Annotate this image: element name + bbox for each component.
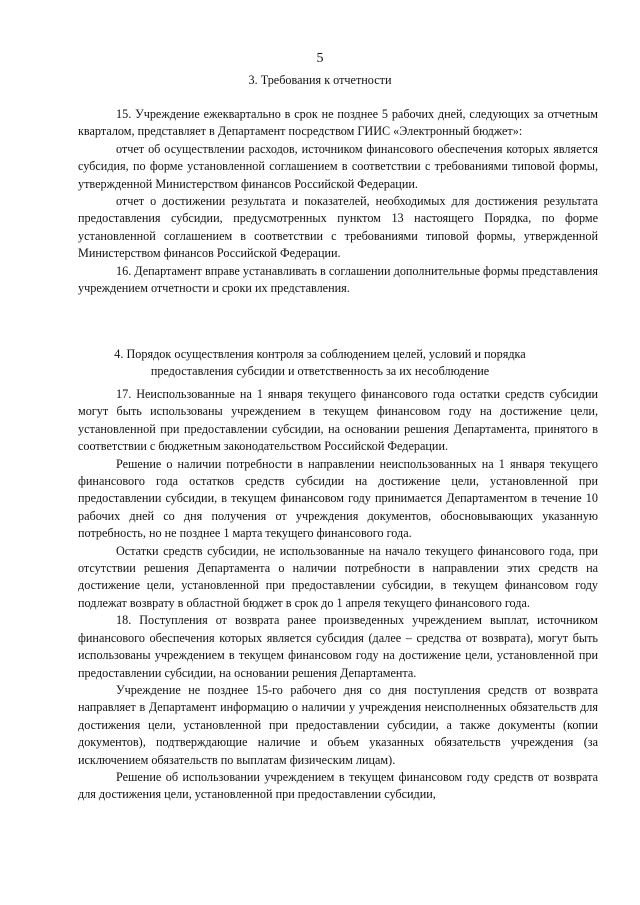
section-3-body: [78, 106, 598, 297]
section-4-title-line-1: 4. Порядок осуществления контроля за соблюдением целей, условий и порядка: [114, 347, 526, 361]
paragraph-17-remainders: Остатки средств субсидии, не использованные на начало текущего финансового года, при отсутствии решения Департамента о наличии потребности в направлении этих средств на достижение цели, установленной при предоставлении субсидии, в текущем финансовом году подлежат возврату в областной бюджет в срок до 1 апреля текущего финансового года.: [78, 543, 598, 610]
paragraph-15: 15. Учреждение ежеквартально в срок не позднее 5 рабочих дней, следующих за отчетным кварталом, представляет в Департамент посредством ГИИС «Электронный бюджет»:: [78, 107, 598, 139]
paragraph-18-decision: Решение об использовании учреждением в текущем финансовом году средств от возврата для достижения цели, установленной при предоставлении субсидии,: [78, 769, 598, 802]
paragraph-17: 17. Неиспользованные на 1 января текущего финансового года остатки средств субсидии могут быть использованы учреждением в текущем финансовом году на достижение цели, установленной при предоставлении субсидии, на основании решения Департамента, принятого в соответствии с бюджетным законодательством Российской Федерации.: [78, 387, 598, 454]
paragraph-17-decision: Решение о наличии потребности в направлении неиспользованных на 1 января текущего финансового года остатков средств субсидии на достижение цели, установленной при предоставлении субсидии, в текущем финансовом году принимается Департаментом в течение 10 рабочих дней со дня получения от учреждения документов, обосновывающих указанную потребность, но не позднее 1 марта текущего финансового года.: [78, 456, 598, 541]
paragraph-18: 18. Поступления от возврата ранее произведенных учреждением выплат, источником финансового обеспечения которых является субсидия (далее – средства от возврата), могут быть использованы учреждением в текущем финансовом году на достижение цели, установленной при предоставлении субсидии, на основании решения Департамента.: [78, 613, 598, 680]
section-4-body: [78, 386, 598, 804]
page-number: 5: [316, 51, 324, 66]
paragraph-15-item-1: отчет об осуществлении расходов, источником финансового обеспечения которых является субсидия, по форме установленной соглашением в соответствии с требованиями типовой формы, утвержденной Министерством финансов Российской Федерации.: [78, 141, 598, 191]
paragraph-16: 16. Департамент вправе устанавливать в соглашении дополнительные формы представления учреждением отчетности и сроки их представления.: [78, 263, 598, 296]
section-3-title: 3. Требования к отчетности: [248, 73, 392, 87]
section-4-title: [0, 346, 640, 381]
section-4-title-line-2: предоставления субсидии и ответственность за их несоблюдение: [150, 364, 490, 379]
paragraph-18-info: Учреждение не позднее 15-го рабочего дня со дня поступления средств от возврата направляет в Департамент информацию о наличии у учреждения неисполненных обязательств для достижения цели, установленной при предоставлении субсидии, а также документы (копии документов), подтверждающие наличие и объем указанных обязательств учреждения (за исключением обязательств по выплатам физическим лицам).: [78, 682, 598, 767]
paragraph-15-item-2: отчет о достижении результата и показателей, необходимых для достижения результата предоставления субсидии, предусмотренных пунктом 13 настоящего Порядка, по форме установленной соглашением в соответствии с требованиями типовой формы, утвержденной Министерством финансов Российской Федерации.: [78, 194, 598, 261]
